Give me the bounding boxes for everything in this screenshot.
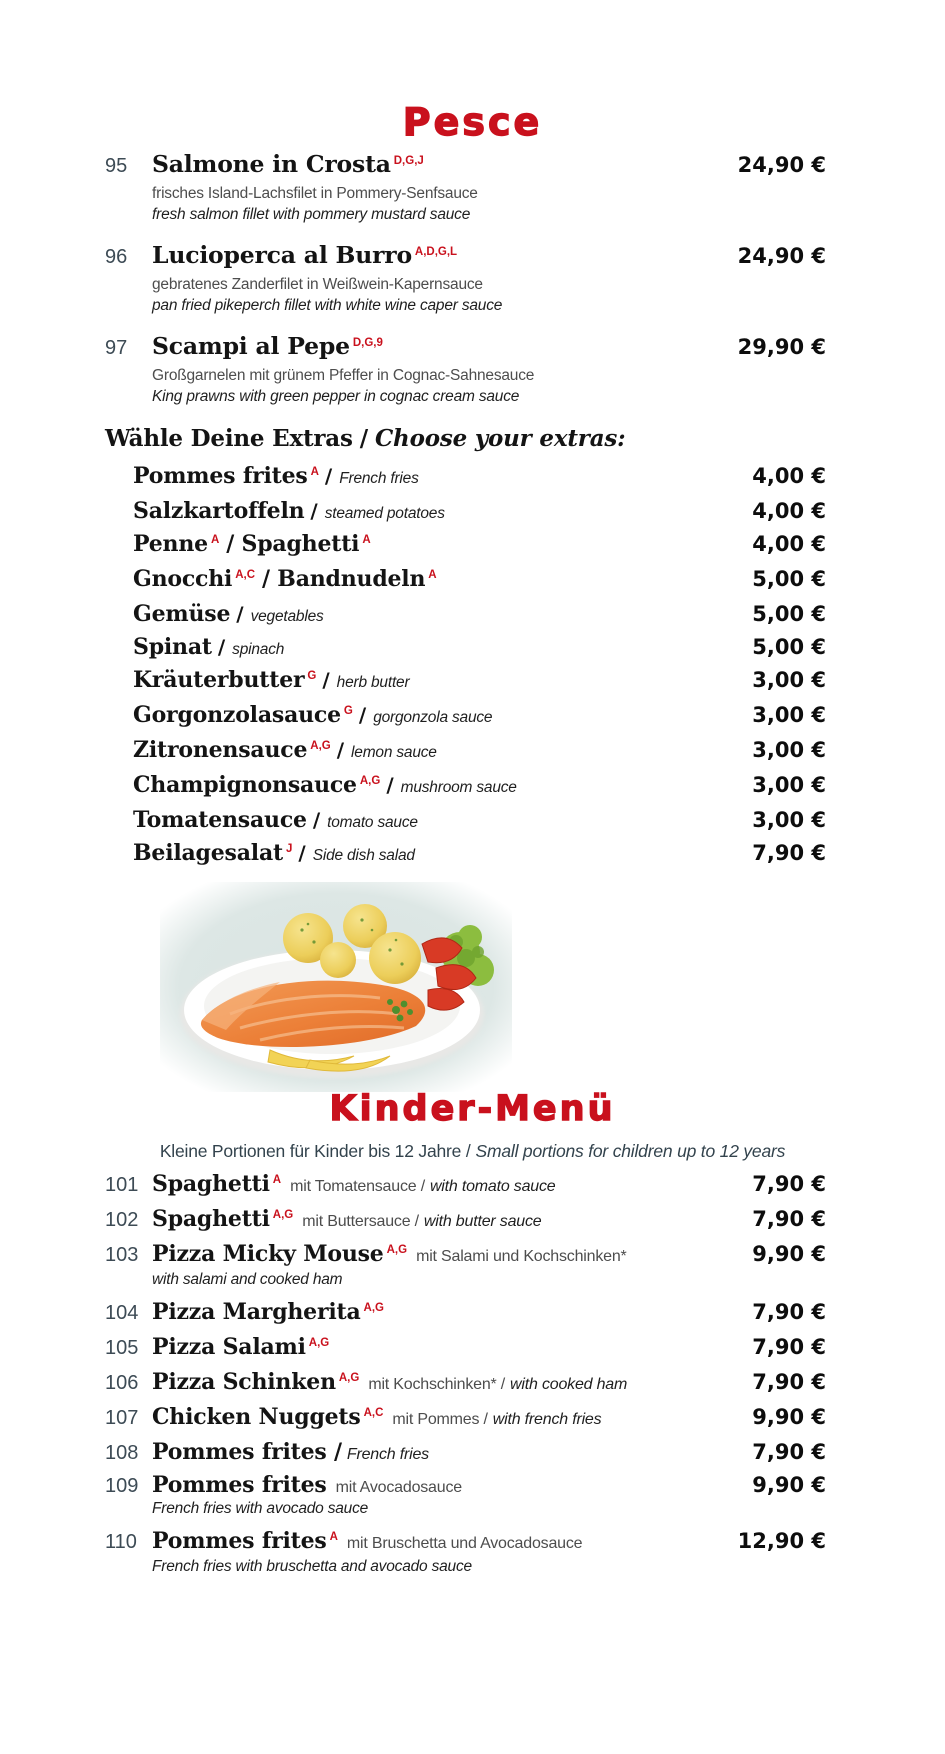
allergen-codes: A: [272, 1174, 282, 1186]
item-number: 107: [105, 1407, 139, 1429]
item-price: 12,90 €: [737, 1529, 826, 1553]
item-description-en: with french fries: [492, 1411, 602, 1428]
extras-item-name: Spinat: [133, 634, 212, 660]
item-price: 24,90 €: [737, 244, 826, 268]
extras-item: [105, 461, 826, 496]
separator: /: [358, 703, 367, 727]
item-name: Lucioperca al Burro: [152, 241, 412, 269]
extras-item-en: tomato sauce: [327, 814, 418, 831]
item-name: Chicken Nuggets: [152, 1404, 361, 1430]
item-description-line2: with salami and cooked ham: [152, 1271, 343, 1288]
extras-item-price: 3,00 €: [752, 703, 826, 727]
item-price: 29,90 €: [737, 335, 826, 359]
allergen-codes: A,G: [310, 740, 331, 752]
extras-item: [105, 564, 826, 599]
extras-item-price: 4,00 €: [752, 532, 826, 556]
item-description-de: mit Bruschetta und Avocadosauce: [346, 1535, 583, 1552]
extras-item-en: steamed potatoes: [324, 505, 445, 522]
item-price: 9,90 €: [752, 1473, 826, 1497]
item-description-en: with cooked ham: [510, 1376, 628, 1393]
item-name: Pizza Schinken: [152, 1369, 336, 1395]
item-number: 96: [105, 246, 128, 268]
extras-item: [105, 599, 826, 632]
item-price: 9,90 €: [752, 1405, 826, 1429]
item-description-de: frisches Island-Lachsfilet in Pommery-Senfsauce: [152, 185, 478, 202]
separator: /: [298, 841, 306, 865]
item-name: Pommes frites: [152, 1472, 327, 1498]
menu-item: [105, 1470, 826, 1519]
item-number: 105: [105, 1337, 139, 1359]
extras-item-name: Gnocchi: [133, 566, 233, 592]
allergen-codes: G: [343, 705, 353, 717]
extras-heading: [105, 424, 826, 454]
separator: /: [236, 602, 244, 626]
extras-item-name: Zitronensauce: [133, 737, 308, 763]
allergen-codes: G: [307, 670, 317, 682]
item-name: Pizza Margherita: [152, 1299, 361, 1325]
extras-item-name: Beilagesalat: [133, 840, 283, 866]
allergen-codes-2: A: [428, 569, 437, 581]
item-name: Pizza Salami: [152, 1334, 306, 1360]
extras-heading-separator: /: [359, 425, 368, 452]
item-number: 103: [105, 1244, 139, 1266]
allergen-codes: A,G: [363, 1302, 384, 1314]
extras-item-price: 3,00 €: [752, 808, 826, 832]
extras-item: [105, 496, 826, 529]
allergen-codes: A,G: [338, 1372, 360, 1384]
kinder-subtitle: [0, 1140, 945, 1162]
extras-item-name: Tomatensauce: [133, 807, 307, 833]
extras-item-name: Penne: [133, 531, 208, 557]
extras-item: [105, 735, 826, 770]
item-description-de: mit Buttersauce /: [302, 1213, 419, 1230]
item-description-en: fresh salmon fillet with pommery mustard sauce: [152, 206, 471, 223]
allergen-codes: A: [210, 534, 220, 546]
extras-item: [105, 529, 826, 564]
menu-item: [105, 1437, 826, 1470]
extras-item-name: Salzkartoffeln: [133, 498, 305, 524]
pesce-item-list: [105, 150, 826, 423]
extras-item: [105, 805, 826, 838]
menu-item: [105, 1367, 826, 1402]
extras-item-price: 4,00 €: [752, 464, 826, 488]
item-description-de: mit Salami und Kochschinken*: [416, 1248, 627, 1265]
allergen-codes: A,C: [235, 569, 256, 581]
item-number: 101: [105, 1174, 139, 1196]
item-price: 7,90 €: [752, 1370, 826, 1394]
allergen-codes-2: A: [362, 534, 371, 546]
separator: /: [386, 773, 394, 797]
allergen-codes: J: [285, 843, 293, 855]
extras-item-en: lemon sauce: [351, 744, 437, 761]
allergen-codes: D,G,9: [352, 337, 383, 349]
extras-item-name: Kräuterbutter: [133, 667, 305, 693]
extras-item-name: Gemüse: [133, 601, 231, 627]
menu-item: [105, 332, 826, 407]
extras-item-price: 4,00 €: [752, 499, 826, 523]
allergen-codes: A,G: [386, 1244, 408, 1256]
allergen-codes: A,C: [363, 1407, 384, 1419]
item-description-de: mit Pommes /: [392, 1411, 488, 1428]
item-number: 109: [105, 1475, 139, 1497]
extras-item: [105, 770, 826, 805]
item-description-line2: French fries with avocado sauce: [152, 1500, 369, 1517]
menu-item: [105, 1169, 826, 1204]
extras-item: [105, 632, 826, 665]
extras-item: [105, 700, 826, 735]
extras-item-en: vegetables: [250, 608, 324, 625]
item-name: Pommes frites /: [152, 1439, 342, 1465]
extras-item-en: Side dish salad: [312, 847, 415, 864]
item-name: Spaghetti: [152, 1206, 270, 1232]
menu-item: [105, 1297, 826, 1332]
extras-item-name: Gorgonzolasauce: [133, 702, 341, 728]
extras-item-price: 3,00 €: [752, 668, 826, 692]
item-name: Pizza Micky Mouse: [152, 1241, 384, 1267]
menu-item: [105, 1239, 826, 1290]
extras-heading-de: Wähle Deine Extras: [105, 425, 353, 452]
item-description-en: with butter sauce: [423, 1213, 542, 1230]
extras-item-en: mushroom sauce: [400, 779, 517, 796]
item-number: 110: [105, 1531, 137, 1553]
allergen-codes: D,G,J: [393, 155, 424, 167]
item-number: 108: [105, 1442, 139, 1464]
item-name: Spaghetti: [152, 1171, 270, 1197]
extras-item-price: 7,90 €: [752, 841, 826, 865]
item-description-de: mit Tomatensauce /: [290, 1178, 425, 1195]
extras-item-en: gorgonzola sauce: [373, 709, 493, 726]
extras-item-name-2: / Bandnudeln: [262, 566, 426, 592]
separator: /: [322, 668, 330, 692]
item-price: 7,90 €: [752, 1300, 826, 1324]
section-title-kinder-menu: Kinder-Menü: [329, 1089, 616, 1129]
item-price: 7,90 €: [752, 1335, 826, 1359]
separator: /: [310, 499, 318, 523]
item-price: 7,90 €: [752, 1207, 826, 1231]
extras-item-en: herb butter: [336, 674, 410, 691]
allergen-codes: A,D,G,L: [414, 246, 458, 258]
item-description-en: pan fried pikeperch fillet with white wine caper sauce: [152, 297, 503, 314]
allergen-codes: A: [310, 466, 319, 478]
item-description-en: with tomato sauce: [429, 1178, 556, 1195]
item-number: 104: [105, 1302, 139, 1324]
separator: /: [217, 635, 226, 659]
menu-item: [105, 1402, 826, 1437]
salmon-plate-photo: [160, 882, 512, 1092]
item-number: 106: [105, 1372, 139, 1394]
kinder-item-list: [105, 1169, 826, 1584]
item-description-en: King prawns with green pepper in cognac cream sauce: [152, 388, 520, 405]
item-description-de: Großgarnelen mit grünem Pfeffer in Cognac-Sahnesauce: [152, 367, 535, 384]
extras-section: [105, 424, 826, 873]
extras-item-name: Champignonsauce: [133, 772, 357, 798]
kinder-subtitle-de: Kleine Portionen für Kinder bis 12 Jahre /: [159, 1141, 471, 1161]
item-price: 24,90 €: [737, 153, 826, 177]
allergen-codes: A,G: [359, 775, 381, 787]
extras-item-price: 5,00 €: [752, 567, 826, 591]
kinder-subtitle-en: Small portions for children up to 12 years: [475, 1141, 786, 1161]
item-price: 9,90 €: [752, 1242, 826, 1266]
extras-list: [105, 461, 826, 873]
item-name: Pommes frites: [152, 1528, 327, 1554]
item-name: Salmone in Crosta: [152, 150, 391, 178]
menu-item: [105, 1332, 826, 1367]
extras-item-price: 3,00 €: [752, 773, 826, 797]
allergen-codes: A,G: [308, 1337, 330, 1349]
extras-item: [105, 838, 826, 873]
extras-item-name: Pommes frites: [133, 463, 308, 489]
extras-heading-en: Choose your extras:: [374, 425, 626, 452]
item-description-de: mit Avocadosauce: [335, 1479, 462, 1496]
item-description-en: French fries: [346, 1446, 429, 1463]
section-title-pesce: Pesce: [402, 100, 543, 144]
extras-item: [105, 665, 826, 700]
menu-item: [105, 150, 826, 225]
item-price: 7,90 €: [752, 1440, 826, 1464]
allergen-codes: A,G: [272, 1209, 294, 1221]
separator: /: [312, 808, 321, 832]
extras-item-price: 5,00 €: [752, 602, 826, 626]
item-description-de: gebratenes Zanderfilet in Weißwein-Kapernsauce: [152, 276, 483, 293]
item-name: Scampi al Pepe: [152, 332, 350, 360]
separator: /: [324, 464, 333, 488]
item-number: 102: [105, 1209, 139, 1231]
extras-item-name-2: / Spaghetti: [226, 531, 360, 557]
extras-item-en: spinach: [232, 641, 285, 658]
separator: /: [336, 738, 345, 762]
item-description-line2: French fries with bruschetta and avocado sauce: [152, 1558, 472, 1575]
item-number: 95: [105, 155, 128, 177]
item-number: 97: [105, 337, 128, 359]
item-description-de: mit Kochschinken* /: [368, 1376, 506, 1393]
allergen-codes: A: [329, 1531, 338, 1543]
menu-item: [105, 1526, 826, 1577]
extras-item-en: French fries: [339, 470, 419, 487]
extras-item-price: 3,00 €: [752, 738, 826, 762]
menu-item: [105, 241, 826, 316]
menu-item: [105, 1204, 826, 1239]
item-price: 7,90 €: [752, 1172, 826, 1196]
extras-item-price: 5,00 €: [752, 635, 826, 659]
